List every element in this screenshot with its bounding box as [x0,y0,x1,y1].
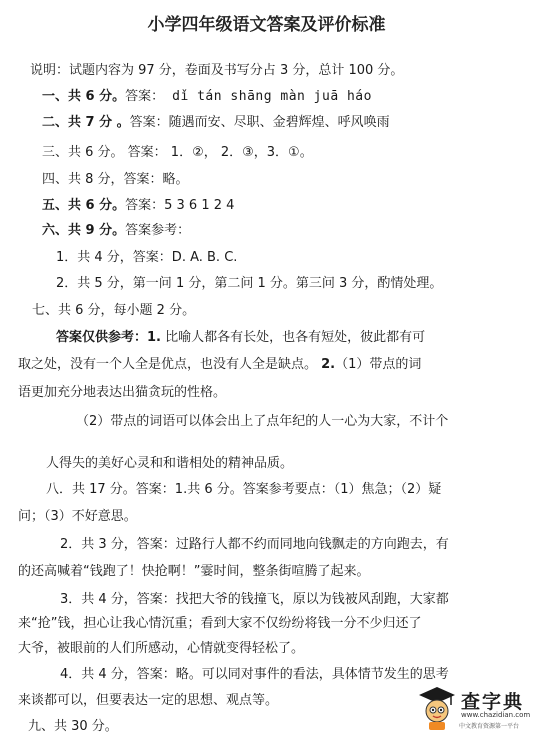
section-2 [42,114,390,132]
section-8-line-2: 问；（3）不好意思。 [18,509,137,524]
section-6-heading: 六、共 9 分。 [42,223,126,238]
section-7-answer-heading: 答案仅供参考：1. [56,330,161,345]
watermark-name: 查字典 [461,691,525,713]
watermark-url: www.chazidian.com [461,711,531,719]
section-1 [42,88,372,106]
section-1-heading: 一、共 6 分。 [42,89,126,104]
section-1-pinyin: dǐ tán shāng màn juā háo [172,89,372,104]
graduate-mascot-icon [417,685,457,731]
section-8-item-2-line-1: 2．共 3 分，答案：过路行人都不约而同地向钱飘走的方向跑去，有 [60,537,449,552]
watermark-subtitle: 中文教育资源第一平台 [459,723,520,730]
section-7-answer-line-2 [18,356,421,374]
section-7-item-2-text: （1）带点的词 [335,357,422,372]
section-7-answer-line-3: 语更加充分地表达出猫贪玩的性格。 [18,385,227,400]
section-8-item-3-line-1: 3．共 4 分，答案：找把大爷的钱撞飞，原以为钱被风刮跑，大家都 [60,592,449,607]
section-8-item-3-line-3: 大爷，被眼前的人们所感动，心情就变得轻松了。 [18,641,305,656]
section-1-label: 答案： [125,89,165,104]
page-title: 小学四年级语文答案及评价标准 [147,15,386,35]
section-7-answer-text-2: 取之处，没有一个人全是优点，也没有人全是缺点。 [18,357,322,372]
section-6 [42,222,190,240]
section-5-heading: 五、共 6 分。 [42,198,126,213]
section-8-line-1: 八．共 17 分。答案：1.共 6 分。答案参考要点：（1）焦急；（2）疑 [46,482,442,497]
section-7-answer-line-4: （2）带点的词语可以体会出上了点年纪的人一心为大家，不计个 [76,414,449,429]
section-9: 九、共 30 分。 [28,719,118,734]
section-8-item-4-line-1: 4．共 4 分，答案：略。可以同对事件的看法，具体情节发生的思考 [60,667,449,682]
section-7-answer-line-1 [56,329,425,347]
section-6-label: 答案参考： [125,223,191,238]
section-7-answer-line-5: 人得失的美好心灵和和谐相处的精神品质。 [46,456,294,471]
section-2-heading: 二、共 7 分 。 [42,115,130,130]
watermark-logo [417,685,531,733]
section-5-answer: 答案：5 3 6 1 2 4 [125,198,235,213]
section-5 [42,197,234,215]
section-7-item-2-number: 2. [321,357,336,372]
section-8-item-4-line-2: 来谈都可以，但要表达一定的思想、观点等。 [18,693,279,708]
section-6-item-1: 1．共 4 分，答案：D. A. B. C. [56,250,238,265]
section-3: 三、共 6 分。 答案： 1．②， 2．③，3．①。 [42,145,313,160]
intro-line: 说明：试题内容为 97 分，卷面及书写分占 3 分，总计 100 分。 [30,63,404,78]
section-6-item-2: 2．共 5 分，第一问 1 分，第二问 1 分。第三问 3 分，酌情处理。 [56,276,443,291]
section-8-item-3-line-2: 来“抢”钱，担心让我心情沉重；看到大家不仅纷纷将钱一分不少归还了 [18,616,422,631]
section-7: 七、共 6 分，每小题 2 分。 [32,303,196,318]
section-2-answer: 答案：随遇而安、尽职、金碧辉煌、呼风唤雨 [129,115,390,130]
section-7-answer-text: 比喻人都各有长处，也各有短处，彼此都有可 [160,330,426,345]
section-8-item-2-line-2: 的还高喊着“钱跑了！快抢啊！”霎时间，整条街喧腾了起来。 [18,564,370,579]
section-4: 四、共 8 分，答案：略。 [42,172,189,187]
